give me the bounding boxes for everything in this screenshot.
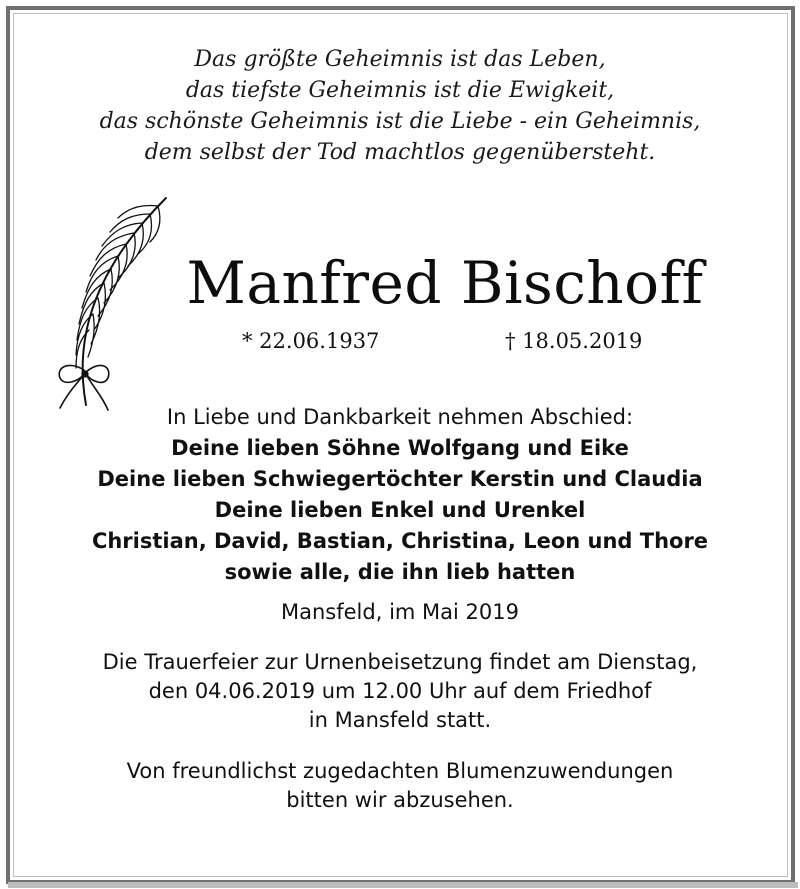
- ceremony-info: [0, 648, 800, 735]
- death-date: † 18.05.2019: [505, 329, 643, 353]
- mourner-line: Deine lieben Enkel und Urenkel: [214, 498, 586, 522]
- place-date: Mansfeld, im Mai 2019: [281, 600, 519, 624]
- deceased-name: Manfred Bischoff: [186, 249, 704, 317]
- flowers-line: Von freundlichst zugedachten Blumenzuwendungen: [126, 759, 674, 783]
- mourners-block: [0, 402, 800, 588]
- mourner-line: Deine lieben Schwiegertöchter Kerstin und Claudia: [97, 467, 703, 491]
- mourner-line: sowie alle, die ihn lieb hatten: [224, 560, 576, 584]
- birth-date: * 22.06.1937: [242, 329, 380, 353]
- quote-line: das schönste Geheimnis ist die Liebe - ein Geheimnis,: [99, 109, 701, 134]
- ceremony-line: in Mansfeld statt.: [308, 708, 492, 732]
- flowers-line: bitten wir abzusehen.: [286, 788, 514, 812]
- quote-line: Das größte Geheimnis ist das Leben,: [194, 47, 606, 72]
- mourner-line: Christian, David, Bastian, Christina, Leon und Thore: [91, 529, 709, 553]
- quote-line: das tiefste Geheimnis ist die Ewigkeit,: [185, 78, 615, 103]
- quote-line: dem selbst der Tod machtlos gegenübersteht.: [144, 140, 656, 165]
- mourner-line: Deine lieben Söhne Wolfgang und Eike: [171, 436, 629, 460]
- flowers-note: [0, 757, 800, 815]
- ceremony-line: den 04.06.2019 um 12.00 Uhr auf dem Friedhof: [148, 679, 652, 703]
- quote: [0, 44, 800, 168]
- mourners-intro: In Liebe und Dankbarkeit nehmen Abschied:: [166, 405, 634, 429]
- ceremony-line: Die Trauerfeier zur Urnenbeisetzung findet am Dienstag,: [102, 650, 698, 674]
